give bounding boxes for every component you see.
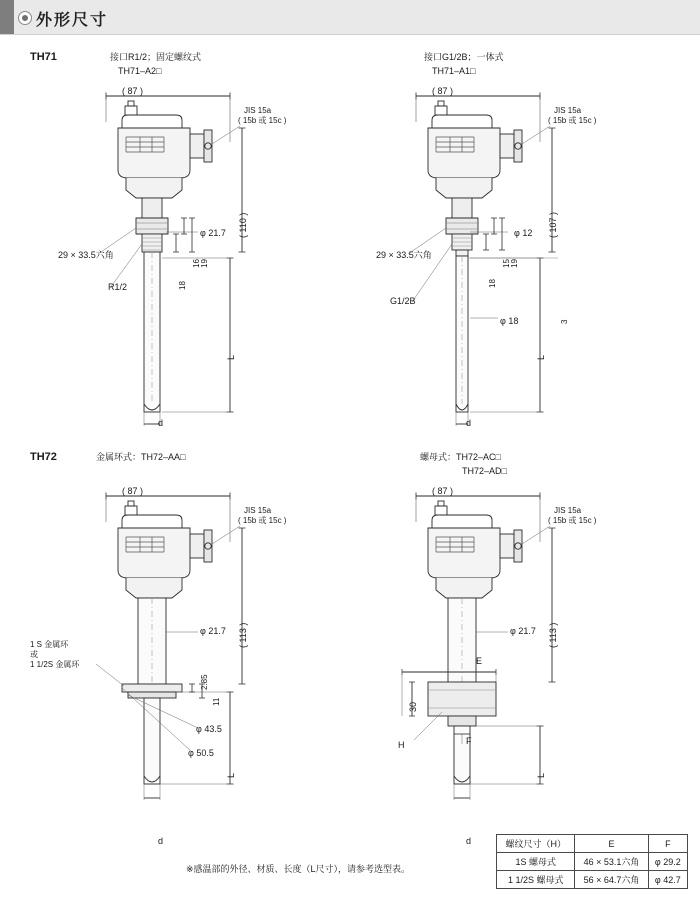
thread-size-table [496, 834, 688, 889]
page-title: 外形尺寸 [36, 12, 109, 29]
th72-left-width: ( 87 ) [122, 486, 144, 496]
section-model-th71: TH71 [30, 51, 57, 63]
th72-left-drawing [80, 482, 310, 842]
footnote: ※感温部的外径、材质、长度（L尺寸），请参考选型表。 [186, 864, 411, 874]
th72-right-caption-1: 螺母式：TH72–AC□ [420, 452, 501, 462]
th71-right-length: L [536, 354, 546, 360]
table-row [497, 871, 688, 889]
table-cell-e: 46 × 53.1六角 [575, 853, 648, 871]
th71-left-jis-1: JIS 15a [244, 106, 272, 115]
th71-left-dia-main: φ 21.7 [200, 228, 226, 238]
table-header-e: E [575, 835, 648, 853]
th72-left-dia505: φ 50.5 [188, 748, 214, 758]
th71-left-hex: 29 × 33.5六角 [58, 250, 114, 260]
th71-right-dim19: 19 [510, 259, 519, 268]
table-header-h: 螺纹尺寸（H） [497, 835, 575, 853]
th72-left-dia-d: d [158, 836, 164, 846]
th72-right-length: L [536, 772, 546, 778]
th72-right-dia-d: d [466, 836, 472, 846]
th71-right-jis-1: JIS 15a [554, 106, 582, 115]
th71-left-height: ( 110 ) [238, 212, 248, 238]
th71-right-jis-2: ( 15b 或 15c ) [548, 116, 597, 125]
table-cell-h: 1 1/2S 螺母式 [497, 871, 575, 889]
th72-right-dim-f: F [466, 736, 472, 746]
th72-left-dim285: 2.85 [200, 674, 209, 690]
th72-right-jis-2: ( 15b 或 15c ) [548, 516, 597, 525]
th71-left-dia-d: d [158, 418, 164, 428]
th72-right-width: ( 87 ) [432, 486, 454, 496]
bullet-icon [18, 11, 32, 25]
th71-right-dia18: φ 18 [500, 316, 519, 326]
th71-right-dia-main: φ 12 [514, 228, 533, 238]
table-header-row [497, 835, 688, 853]
th72-right-dim-h: H [398, 740, 405, 750]
th72-left-dia-main: φ 21.7 [200, 626, 226, 636]
th71-left-drawing [80, 82, 310, 432]
th71-right-dia-d: d [466, 418, 472, 428]
th71-left-caption-2: TH71–A2□ [118, 66, 162, 76]
th71-left-width: ( 87 ) [122, 86, 144, 96]
th71-right-width: ( 87 ) [432, 86, 454, 96]
th72-right-drawing [390, 482, 620, 842]
th72-right-caption-2: TH72–AD□ [462, 466, 507, 476]
th71-left-dim19: 19 [200, 259, 209, 268]
th72-right-height: ( 113 ) [548, 622, 558, 648]
th72-right-dim-e: E [476, 656, 483, 666]
th72-left-height: ( 113 ) [238, 622, 248, 648]
table-row [497, 853, 688, 871]
th72-left-dia435: φ 43.5 [196, 724, 222, 734]
th71-right-dim15: 15 [502, 259, 511, 268]
table-cell-e: 56 × 64.7六角 [575, 871, 648, 889]
th71-left-dim18: 18 [178, 281, 187, 290]
table-cell-f: φ 29.2 [648, 853, 687, 871]
table-cell-f: φ 42.7 [648, 871, 687, 889]
table-header-f: F [648, 835, 687, 853]
th72-left-jis-1: JIS 15a [244, 506, 272, 515]
section-model-th72: TH72 [30, 451, 57, 463]
th72-right-jis-1: JIS 15a [554, 506, 582, 515]
th72-left-ring-2: 或 [30, 650, 38, 659]
th71-left-jis-2: ( 15b 或 15c ) [238, 116, 287, 125]
th71-right-height: ( 107 ) [548, 211, 558, 238]
th72-left-caption-1: 金属环式：TH72–AA□ [96, 452, 186, 462]
table-cell-h: 1S 螺母式 [497, 853, 575, 871]
th71-right-caption-1: 接口G1/2B；一体式 [424, 52, 504, 62]
header-accent-bar [0, 0, 14, 34]
page-header [0, 0, 700, 35]
th72-right-dia-main: φ 21.7 [510, 626, 536, 636]
th72-left-length: L [226, 772, 236, 778]
th72-right-dim30: 30 [408, 701, 418, 712]
th71-right-thread: G1/2B [390, 296, 416, 306]
th71-right-caption-2: TH71–A1□ [432, 66, 476, 76]
th71-left-dim16: 16 [192, 259, 201, 268]
th72-left-ring-1: 1 S 金属环 [30, 640, 69, 649]
th71-right-dim3: 3 [560, 319, 569, 324]
th71-right-hex: 29 × 33.5六角 [376, 250, 432, 260]
th71-left-caption-1: 接口R1/2；固定螺纹式 [110, 52, 202, 62]
th71-left-thread: R1/2 [108, 282, 128, 292]
th71-right-dim18: 18 [488, 279, 497, 288]
th72-left-jis-2: ( 15b 或 15c ) [238, 516, 287, 525]
th72-left-dim11: 11 [212, 697, 221, 706]
th72-left-ring-3: 1 1/2S 金属环 [30, 660, 80, 669]
th71-left-length: L [226, 354, 236, 360]
